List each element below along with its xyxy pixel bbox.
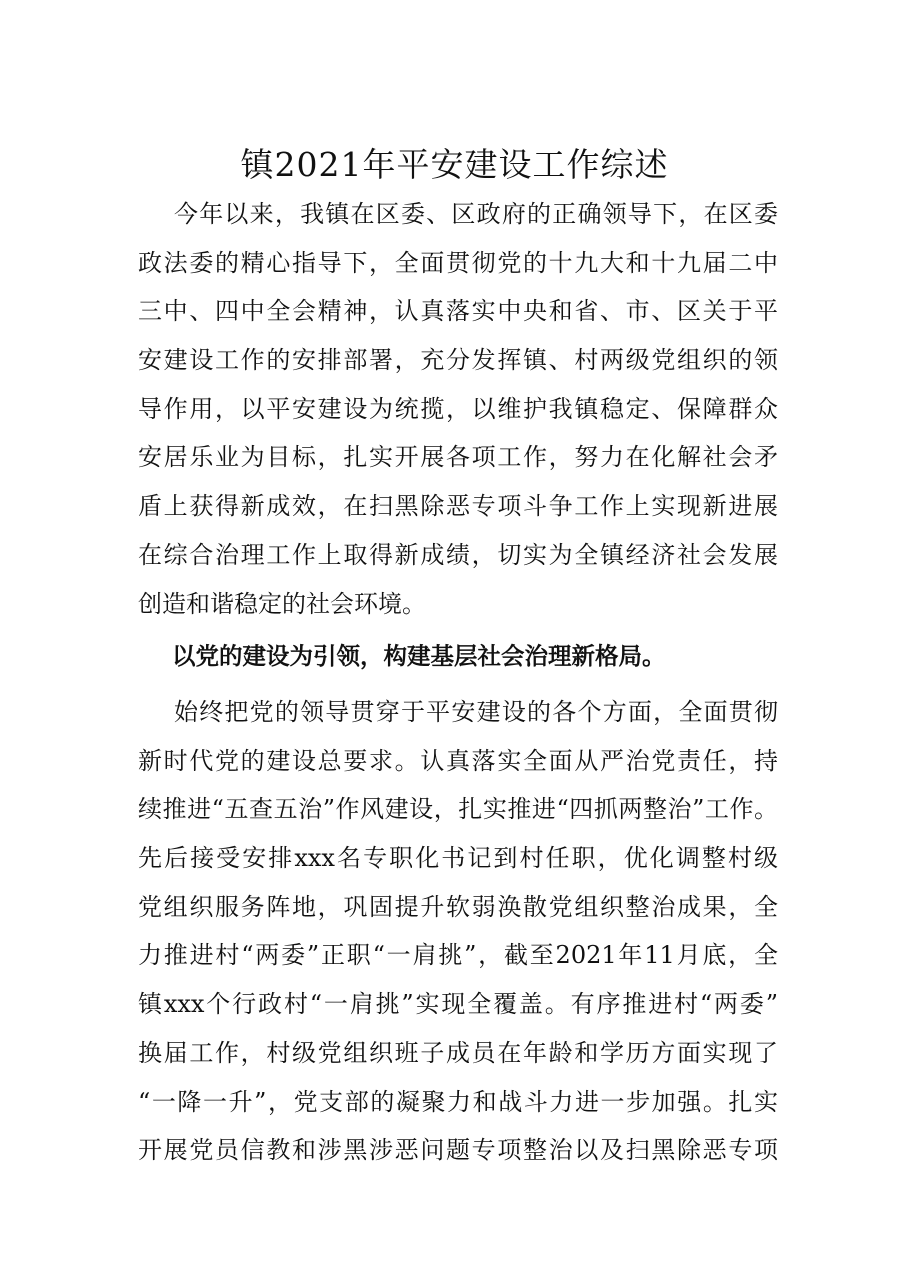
text-line: 力推进村“两委”正职“一肩挑”，截至2021年11月底，全 (138, 941, 778, 970)
text-line: 新时代党的建设总要求。认真落实全面从严治党责任，持 (138, 746, 778, 775)
text-line: 今年以来，我镇在区委、区政府的正确领导下，在区委 (174, 200, 778, 228)
text-line: 续推进“五查五治”作风建设，扎实推进“四抓两整治”工作。 (138, 795, 778, 824)
text-line: 始终把党的领导贯穿于平安建设的各个方面，全面贯彻 (174, 698, 778, 726)
text-line: 盾上获得新成效，在扫黑除恶专项斗争工作上实现新进展 (138, 492, 778, 521)
text-line: 党组织服务阵地，巩固提升软弱涣散党组织整治成果，全 (138, 892, 778, 921)
text-line: 镇xxx个行政村“一肩挑”实现全覆盖。有序推进村“两委” (138, 990, 778, 1019)
section-heading: 以党的建设为引领，构建基层社会治理新格局。 (172, 642, 666, 670)
text-line: 安建设工作的安排部署，充分发挥镇、村两级党组织的领 (138, 346, 778, 375)
text-line: 创造和谐稳定的社会环境。 (138, 589, 426, 618)
paragraph-party-building (138, 688, 778, 1175)
text-line: 政法委的精心指导下，全面贯彻党的十九大和十九届二中 (138, 248, 778, 277)
text-line: 导作用，以平安建设为统揽，以维护我镇稳定、保障群众 (138, 394, 778, 423)
paragraph-intro (138, 190, 778, 628)
text-line: 三中、四中全会精神，认真落实中央和省、市、区关于平 (138, 297, 778, 326)
text-line: 先后接受安排xxx名专职化书记到村任职，优化调整村级 (138, 844, 778, 873)
text-line: “一降一升”，党支部的凝聚力和战斗力进一步加强。扎实 (138, 1087, 778, 1116)
text-line: 换届工作，村级党组织班子成员在年龄和学历方面实现了 (138, 1038, 778, 1067)
text-line: 安居乐业为目标，扎实开展各项工作，努力在化解社会矛 (138, 443, 778, 472)
text-line: 在综合治理工作上取得新成绩，切实为全镇经济社会发展 (138, 540, 778, 569)
text-line: 开展党员信教和涉黑涉恶问题专项整治以及扫黑除恶专项 (138, 1136, 778, 1165)
document-title: 镇2021年平安建设工作综述 (240, 145, 669, 185)
